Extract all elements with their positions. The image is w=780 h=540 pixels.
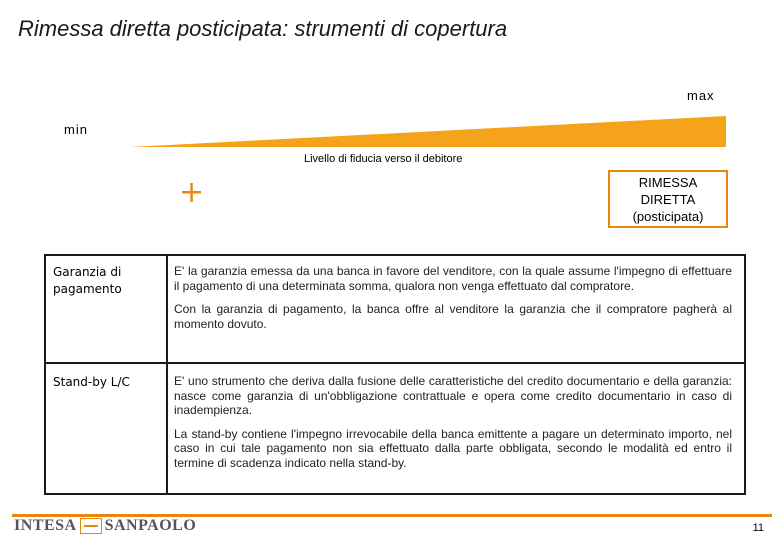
column-divider: [166, 256, 168, 362]
table-row: [46, 364, 744, 493]
trust-level-wedge-shape: [130, 116, 726, 147]
scale-caption: Livello di fiducia verso il debitore: [304, 153, 463, 165]
page-number: 11: [752, 522, 764, 534]
slide-title: Rimessa diretta posticipata: strumenti di copertura: [18, 16, 508, 41]
instruments-table: [44, 254, 746, 495]
plus-icon: +: [179, 175, 205, 210]
scale-max-label: max: [687, 88, 715, 103]
row-label-garanzia: Garanzia di pagamento: [53, 265, 122, 296]
badge-line-3: (posticipata): [632, 208, 704, 224]
badge-line-2: DIRETTA: [640, 191, 696, 207]
scale-min-label: min: [64, 122, 88, 137]
column-divider: [166, 364, 168, 493]
description-paragraph: La stand-by contiene l'impegno irrevocabile della banca emittente a pagare un determinato importo, nel caso in cui tale pagamento non sia effettuato dalla parte obbligata, secondo le modalità ed entro il termine di scadenza indicato nella stand-by.: [174, 426, 732, 470]
trust-level-wedge: [130, 114, 728, 148]
logo-text-left: INTESA: [14, 517, 77, 534]
description-paragraph: E' uno strumento che deriva dalla fusione delle caratteristiche del credito documentario e della garanzia: nasce come garanzia di un'obbligazione contrattuale e opera come credito documentario in caso di inadempienza.: [174, 374, 732, 417]
logo-mark-icon: [80, 518, 102, 534]
table-row: [46, 256, 744, 364]
row-description: [174, 374, 732, 479]
rimessa-diretta-badge: [608, 170, 728, 228]
badge-line-1: RIMESSA: [638, 174, 698, 190]
description-paragraph: E' la garanzia emessa da una banca in favore del venditore, con la quale assume l'impegno di effettuare il pagamento di una determinata somma, qualora non venga effettuato dal compratore.: [174, 264, 732, 293]
company-logo: [14, 517, 196, 535]
description-paragraph: Con la garanzia di pagamento, la banca offre al venditore la garanzia che il compratore pagherà al momento dovuto.: [174, 302, 732, 331]
logo-text-right: SANPAOLO: [104, 517, 197, 534]
row-description: [174, 264, 732, 340]
row-label-standby: Stand-by L/C: [53, 375, 130, 389]
